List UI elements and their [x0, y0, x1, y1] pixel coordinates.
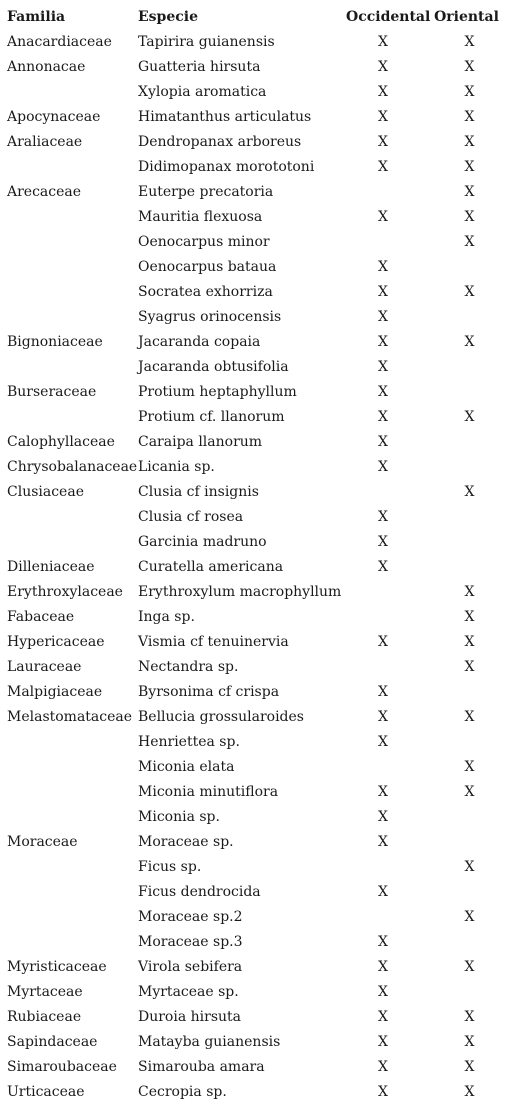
familia-cell: Araliaceae — [7, 134, 83, 150]
table-row — [0, 755, 511, 780]
oriental-mark: X — [464, 484, 475, 500]
familia-cell — [0, 730, 138, 755]
table-row — [0, 55, 511, 80]
oriental-mark — [428, 555, 511, 580]
especie-cell: Henriettea sp. — [138, 734, 240, 750]
occidental-mark: X — [378, 1059, 388, 1075]
familia-cell — [0, 855, 138, 880]
table-row — [0, 180, 511, 205]
especie-cell: Curatella americana — [138, 559, 284, 575]
occidental-mark: X — [378, 209, 388, 225]
occidental-mark: X — [378, 884, 388, 900]
occidental-mark: X — [378, 84, 388, 100]
especie-cell: Syagrus orinocensis — [138, 309, 282, 325]
especie-cell: Jacaranda obtusifolia — [138, 359, 289, 375]
familia-cell: Malpigiaceae — [7, 684, 103, 700]
especie-cell: Himatanthus articulatus — [138, 109, 312, 125]
familia-cell — [0, 205, 138, 230]
oriental-mark — [428, 255, 511, 280]
familia-cell: Calophyllaceae — [7, 434, 115, 450]
oriental-mark — [428, 455, 511, 480]
occidental-mark: X — [378, 109, 388, 125]
familia-cell — [0, 505, 138, 530]
especie-cell: Matayba guianensis — [138, 1034, 281, 1050]
familia-cell — [0, 930, 138, 955]
oriental-mark: X — [464, 59, 475, 75]
oriental-mark: X — [464, 634, 475, 650]
especie-cell: Miconia sp. — [138, 809, 220, 825]
familia-cell: Simaroubaceae — [7, 1059, 117, 1075]
oriental-mark: X — [464, 1084, 475, 1100]
oriental-mark: X — [464, 759, 475, 775]
especie-cell: Simarouba amara — [138, 1059, 265, 1075]
table-row — [0, 430, 511, 455]
oriental-mark: X — [464, 284, 475, 300]
table-row — [0, 705, 511, 730]
oriental-mark — [428, 880, 511, 905]
occidental-mark — [338, 580, 428, 605]
occidental-mark: X — [378, 434, 388, 450]
table-row — [0, 930, 511, 955]
familia-cell — [0, 155, 138, 180]
occidental-mark — [338, 755, 428, 780]
especie-cell: Guatteria hirsuta — [138, 59, 261, 75]
familia-cell — [0, 405, 138, 430]
header-occidental: Occidental — [346, 9, 431, 25]
familia-cell — [0, 880, 138, 905]
table-row — [0, 480, 511, 505]
familia-cell: Clusiaceae — [7, 484, 84, 500]
occidental-mark: X — [378, 309, 388, 325]
familia-cell — [0, 305, 138, 330]
familia-cell — [0, 755, 138, 780]
table-row — [0, 155, 511, 180]
table-row — [0, 830, 511, 855]
table-row — [0, 1055, 511, 1080]
occidental-mark: X — [378, 159, 388, 175]
oriental-mark — [428, 355, 511, 380]
oriental-mark: X — [464, 609, 475, 625]
header-row — [0, 5, 511, 30]
table-row — [0, 505, 511, 530]
familia-cell: Moraceae — [7, 834, 78, 850]
familia-cell: Bignoniaceae — [7, 334, 103, 350]
table-row — [0, 1080, 511, 1105]
occidental-mark — [338, 180, 428, 205]
table-row — [0, 580, 511, 605]
familia-cell: Arecaceae — [7, 184, 82, 200]
oriental-mark: X — [464, 84, 475, 100]
familia-cell — [0, 280, 138, 305]
familia-cell: Apocynaceae — [7, 109, 101, 125]
species-table — [0, 5, 511, 1105]
occidental-mark: X — [378, 259, 388, 275]
occidental-mark: X — [378, 509, 388, 525]
oriental-mark — [428, 380, 511, 405]
oriental-mark: X — [464, 1059, 475, 1075]
especie-cell: Clusia cf insignis — [138, 484, 259, 500]
oriental-mark — [428, 805, 511, 830]
table-row — [0, 730, 511, 755]
table-row — [0, 230, 511, 255]
familia-cell — [0, 905, 138, 930]
occidental-mark: X — [378, 984, 388, 1000]
occidental-mark: X — [378, 684, 388, 700]
table-row — [0, 305, 511, 330]
familia-cell: Myristicaceae — [7, 959, 107, 975]
table-row — [0, 630, 511, 655]
table-row — [0, 1030, 511, 1055]
oriental-mark: X — [464, 109, 475, 125]
occidental-mark: X — [378, 284, 388, 300]
occidental-mark: X — [378, 1009, 388, 1025]
familia-cell: Lauraceae — [7, 659, 82, 675]
oriental-mark: X — [464, 409, 475, 425]
familia-cell: Sapindaceae — [7, 1034, 98, 1050]
oriental-mark: X — [464, 859, 475, 875]
occidental-mark: X — [378, 709, 388, 725]
especie-cell: Vismia cf tenuinervia — [138, 634, 289, 650]
especie-cell: Caraipa llanorum — [138, 434, 263, 450]
especie-cell: Duroia hirsuta — [138, 1009, 241, 1025]
especie-cell: Jacaranda copaia — [138, 334, 261, 350]
especie-cell: Didimopanax morototoni — [138, 159, 315, 175]
occidental-mark — [338, 605, 428, 630]
especie-cell: Bellucia grossularoides — [138, 709, 304, 725]
familia-cell: Dilleniaceae — [7, 559, 95, 575]
oriental-mark: X — [464, 659, 475, 675]
familia-cell: Burseraceae — [7, 384, 97, 400]
occidental-mark: X — [378, 334, 388, 350]
especie-cell: Moraceae sp.2 — [138, 909, 243, 925]
header-familia: Familia — [7, 9, 66, 25]
especie-cell: Oenocarpus bataua — [138, 259, 277, 275]
especie-cell: Protium heptaphyllum — [138, 384, 297, 400]
especie-cell: Garcinia madruno — [138, 534, 267, 550]
occidental-mark: X — [378, 359, 388, 375]
especie-cell: Oenocarpus minor — [138, 234, 270, 250]
oriental-mark — [428, 830, 511, 855]
oriental-mark — [428, 430, 511, 455]
especie-cell: Myrtaceae sp. — [138, 984, 239, 1000]
oriental-mark: X — [464, 209, 475, 225]
oriental-mark: X — [464, 709, 475, 725]
oriental-mark: X — [464, 334, 475, 350]
occidental-mark: X — [378, 809, 388, 825]
familia-cell — [0, 355, 138, 380]
table-row — [0, 905, 511, 930]
oriental-mark: X — [464, 34, 475, 50]
oriental-mark — [428, 680, 511, 705]
table-row — [0, 355, 511, 380]
occidental-mark: X — [378, 1084, 388, 1100]
familia-cell: Hypericaceae — [7, 634, 105, 650]
table-row — [0, 280, 511, 305]
familia-cell: Erythroxylaceae — [7, 584, 123, 600]
especie-cell: Cecropia sp. — [138, 1084, 227, 1100]
familia-cell — [0, 530, 138, 555]
occidental-mark: X — [378, 1034, 388, 1050]
oriental-mark — [428, 530, 511, 555]
especie-cell: Clusia cf rosea — [138, 509, 244, 525]
familia-cell — [0, 255, 138, 280]
table-header — [0, 5, 511, 30]
especie-cell: Protium cf. llanorum — [138, 409, 285, 425]
familia-cell: Rubiaceae — [7, 1009, 82, 1025]
header-oriental: Oriental — [434, 9, 499, 25]
oriental-mark: X — [464, 159, 475, 175]
table-row — [0, 380, 511, 405]
table-row — [0, 980, 511, 1005]
table-row — [0, 255, 511, 280]
occidental-mark: X — [378, 784, 388, 800]
occidental-mark — [338, 480, 428, 505]
table-row — [0, 105, 511, 130]
especie-cell: Ficus dendrocida — [138, 884, 261, 900]
occidental-mark: X — [378, 934, 388, 950]
oriental-mark: X — [464, 1009, 475, 1025]
familia-cell: Urticaceae — [7, 1084, 85, 1100]
oriental-mark — [428, 930, 511, 955]
occidental-mark: X — [378, 634, 388, 650]
especie-cell: Licania sp. — [138, 459, 215, 475]
occidental-mark: X — [378, 734, 388, 750]
familia-cell: Myrtaceae — [7, 984, 83, 1000]
table-row — [0, 555, 511, 580]
occidental-mark — [338, 655, 428, 680]
occidental-mark: X — [378, 34, 388, 50]
occidental-mark: X — [378, 559, 388, 575]
oriental-mark: X — [464, 184, 475, 200]
oriental-mark — [428, 505, 511, 530]
occidental-mark: X — [378, 384, 388, 400]
oriental-mark: X — [464, 584, 475, 600]
familia-cell — [0, 80, 138, 105]
oriental-mark — [428, 730, 511, 755]
familia-cell: Anacardiaceae — [7, 34, 112, 50]
table-body — [0, 30, 511, 1105]
table-row — [0, 530, 511, 555]
table-row — [0, 655, 511, 680]
familia-cell: Fabaceae — [7, 609, 75, 625]
table-row — [0, 130, 511, 155]
table-row — [0, 405, 511, 430]
especie-cell: Dendropanax arboreus — [138, 134, 302, 150]
especie-cell: Moraceae sp.3 — [138, 934, 243, 950]
familia-cell — [0, 805, 138, 830]
table-row — [0, 955, 511, 980]
oriental-mark: X — [464, 909, 475, 925]
table-row — [0, 855, 511, 880]
oriental-mark: X — [464, 784, 475, 800]
especie-cell: Mauritia flexuosa — [138, 209, 263, 225]
especie-cell: Ficus sp. — [138, 859, 202, 875]
especie-cell: Erythroxylum macrophyllum — [138, 584, 342, 600]
especie-cell: Miconia elata — [138, 759, 235, 775]
table-row — [0, 880, 511, 905]
especie-cell: Xylopia aromatica — [138, 84, 267, 100]
occidental-mark: X — [378, 459, 388, 475]
especie-cell: Euterpe precatoria — [138, 184, 274, 200]
occidental-mark: X — [378, 959, 388, 975]
familia-cell: Melastomataceae — [7, 709, 133, 725]
especie-cell: Byrsonima cf crispa — [138, 684, 280, 700]
oriental-mark — [428, 305, 511, 330]
familia-cell — [0, 780, 138, 805]
especie-cell: Tapirira guianensis — [138, 34, 275, 50]
familia-cell: Chrysobalanaceae — [7, 459, 138, 475]
occidental-mark — [338, 855, 428, 880]
oriental-mark: X — [464, 959, 475, 975]
table-row — [0, 30, 511, 55]
occidental-mark: X — [378, 59, 388, 75]
familia-cell — [0, 230, 138, 255]
occidental-mark: X — [378, 134, 388, 150]
especie-cell: Moraceae sp. — [138, 834, 234, 850]
header-especie: Especie — [138, 9, 198, 25]
occidental-mark: X — [378, 409, 388, 425]
table-row — [0, 680, 511, 705]
table-row — [0, 455, 511, 480]
oriental-mark: X — [464, 234, 475, 250]
oriental-mark: X — [464, 134, 475, 150]
table-row — [0, 1005, 511, 1030]
table-row — [0, 805, 511, 830]
table-row — [0, 80, 511, 105]
occidental-mark — [338, 905, 428, 930]
especie-cell: Virola sebifera — [138, 959, 243, 975]
especie-cell: Miconia minutiflora — [138, 784, 279, 800]
table-row — [0, 605, 511, 630]
table-row — [0, 205, 511, 230]
oriental-mark: X — [464, 1034, 475, 1050]
table-row — [0, 780, 511, 805]
occidental-mark: X — [378, 834, 388, 850]
oriental-mark — [428, 980, 511, 1005]
table-row — [0, 330, 511, 355]
occidental-mark: X — [378, 534, 388, 550]
occidental-mark — [338, 230, 428, 255]
especie-cell: Socratea exhorriza — [138, 284, 273, 300]
familia-cell: Annonacae — [7, 59, 86, 75]
especie-cell: Inga sp. — [138, 609, 195, 625]
especie-cell: Nectandra sp. — [138, 659, 239, 675]
